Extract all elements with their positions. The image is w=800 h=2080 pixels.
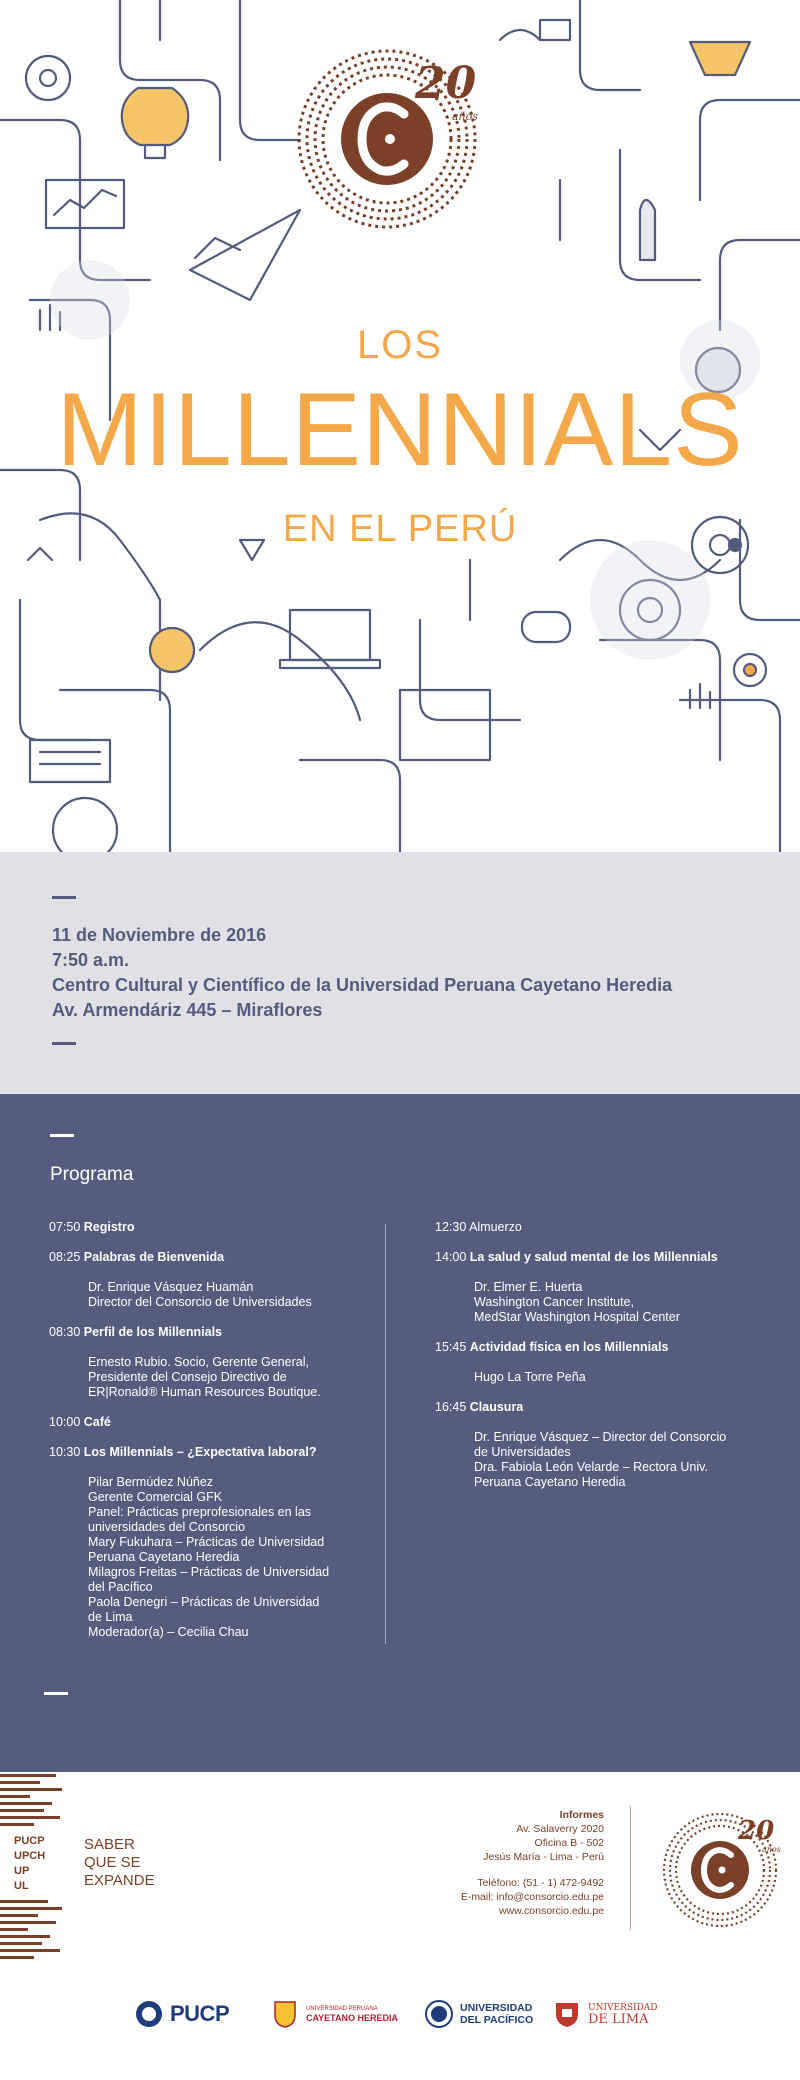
program-detail-line: MedStar Washington Hospital Center [474,1310,680,1324]
program-detail-line: Dr. Enrique Vásquez – Director del Consorcio [474,1430,727,1444]
ul-shield-icon [552,1999,582,2029]
upch-label [306,2005,398,2023]
program-details [49,1475,379,1640]
program-detail-line: Presidente del Consejo Directivo de [88,1370,287,1384]
program-detail-line: Peruana Cayetano Heredia [88,1550,240,1564]
program-title: Café [83,1415,111,1429]
program-detail-line: universidades del Consorcio [88,1520,246,1534]
program-item [49,1325,379,1400]
program-detail-line: Panel: Prácticas preprofesionales en las [88,1505,312,1519]
address-line: Av. Salaverry 2020 [516,1823,604,1835]
program-item [435,1340,765,1385]
event-venue: Centro Cultural y Científico de la Universidad Peruana Cayetano Heredia [52,975,673,995]
program-detail-line: Pilar Bermúdez Núñez [88,1475,214,1489]
partner-logos [0,1994,800,2034]
program-detail-line: Milagros Freitas – Prácticas de Universidad [88,1565,330,1579]
logo-years: 20 [415,58,477,109]
program-column-left [49,1220,379,1655]
contact-website[interactable]: www.consorcio.edu.pe [498,1905,604,1917]
hero-illustration [0,0,800,852]
event-date: 11 de Noviembre de 2016 [52,925,267,945]
footer-logo-anos: años [762,1845,781,1854]
program-details [49,1355,379,1400]
program-time: 14:00 [435,1250,467,1264]
program-item [49,1220,379,1235]
ul-label-big: DE LIMA [588,2012,649,2027]
program-item-header [435,1220,765,1235]
up-label [460,2002,533,2026]
partner-pucp [134,1994,229,2034]
partner-ul [552,1994,658,2034]
program-detail-line: ER|Ronald® Human Resources Boutique. [88,1385,321,1399]
pucp-label: PUCP [170,2001,230,2026]
program-title: Perfil de los Millennials [83,1325,222,1339]
program-time: 10:30 [49,1445,81,1459]
program-detail-line: Mary Fukuhara – Prácticas de Universidad [88,1535,325,1549]
program-column-right [435,1220,765,1505]
program-time: 07:50 [49,1220,81,1234]
program-item-header [49,1325,379,1340]
event-time: 7:50 a.m. [52,950,130,970]
program-item [435,1220,765,1235]
program-title: Almuerzo [469,1220,522,1234]
program-item [49,1415,379,1430]
up-label-line2: DEL PACÍFICO [460,2014,534,2026]
program-item-header [49,1415,379,1430]
up-seal-icon [424,1999,454,2029]
ul-label-small: UNIVERSIDAD [588,2003,658,2013]
slogan-line: SABER [84,1836,135,1853]
program-item-header [435,1250,765,1265]
contact-phone: Teléfono: (51 - 1) 472-9492 [477,1877,604,1889]
program-details [435,1370,765,1385]
program-detail-line: Hugo La Torre Peña [474,1370,586,1384]
divider-dash [50,1134,74,1137]
partner-upch [270,1994,398,2034]
program-detail-line: de Universidades [474,1445,571,1459]
title-en-el-peru: EN EL PERÚ [282,508,518,550]
acronym-up: UP [14,1865,30,1877]
program-item-header [49,1445,379,1460]
program-item [49,1250,379,1310]
program-heading: Programa [50,1164,134,1185]
program-detail-line: de Lima [88,1610,133,1624]
program-title: Actividad física en los Millennials [469,1340,669,1354]
program-title: Clausura [469,1400,524,1414]
program-title: Registro [83,1220,135,1234]
title-los: LOS [356,323,444,367]
program-details [49,1280,379,1310]
event-address: Av. Armendáriz 445 – Miraflores [52,1000,323,1020]
university-acronyms [14,1834,45,1894]
upch-crest-icon [270,1999,300,2029]
slogan-line: EXPANDE [84,1872,155,1889]
address-line: Oficina B - 502 [534,1837,604,1849]
program-time: 08:30 [49,1325,81,1339]
program-detail-line: Gerente Comercial GFK [88,1490,223,1504]
footer-divider [630,1806,631,1930]
program-item-header [435,1340,765,1355]
program-time: 08:25 [49,1250,81,1264]
slogan-line: QUE SE [84,1854,141,1871]
program-time: 16:45 [435,1400,467,1414]
program-title: Palabras de Bienvenida [83,1250,225,1264]
program-time: 10:00 [49,1415,81,1429]
program-detail-line: Ernesto Rubio. Socio, Gerente General, [88,1355,309,1369]
upch-label-big: CAYETANO HEREDIA [306,2013,399,2023]
footer-logo-years: 20 [738,1816,775,1846]
program-detail-line: Dra. Fabiola León Velarde – Rectora Univ. [474,1460,708,1474]
logo-anos: años [452,110,478,123]
divider-dash [44,1692,68,1695]
program-detail-line: del Pacífico [88,1580,153,1594]
program-time: 15:45 [435,1340,467,1354]
upch-label-small: UNIVERSIDAD PERUANA [306,2006,378,2012]
program-title: Los Millennials – ¿Expectativa laboral? [83,1445,317,1459]
program-details [435,1280,765,1325]
pucp-shield-icon [134,1999,164,2029]
title-millennials: MILLENNIALS [56,372,744,488]
program-section [0,1094,800,1772]
program-title: La salud y salud mental de los Millennials [469,1250,718,1264]
partner-up [424,1994,533,2034]
contact-info [461,1808,604,1918]
slogan [84,1836,155,1890]
contact-email[interactable]: E-mail: info@consorcio.edu.pe [460,1891,604,1903]
program-detail-line: Dr. Elmer E. Huerta [474,1280,583,1294]
acronym-ul: UL [14,1880,29,1892]
column-divider [385,1224,386,1644]
program-item-header [49,1220,379,1235]
program-item [49,1445,379,1640]
footer [0,1772,800,2080]
program-detail-line: Paola Denegri – Prácticas de Universidad [88,1595,320,1609]
program-item [435,1250,765,1325]
event-info [0,852,800,1094]
ul-label [588,2002,658,2026]
program-detail-line: Washington Cancer Institute, [474,1295,635,1309]
acronym-pucp: PUCP [14,1835,45,1847]
program-detail-line: Dr. Enrique Vásquez Huamán [88,1280,254,1294]
informes-title: Informes [559,1809,604,1821]
program-details [435,1430,765,1490]
program-detail-line: Director del Consorcio de Universidades [88,1295,312,1309]
divider-dash [52,1042,76,1045]
divider-dash [52,896,76,899]
program-item-header [49,1250,379,1265]
program-detail-line: Moderador(a) – Cecilia Chau [88,1625,249,1639]
program-item [435,1400,765,1490]
program-detail-line: Peruana Cayetano Heredia [474,1475,626,1489]
program-time: 12:30 [435,1220,467,1234]
address-line: Jesús María - Lima - Perú [483,1851,604,1863]
program-item-header [435,1400,765,1415]
up-label-line1: UNIVERSIDAD [460,2002,533,2014]
acronym-upch: UPCH [14,1850,46,1862]
